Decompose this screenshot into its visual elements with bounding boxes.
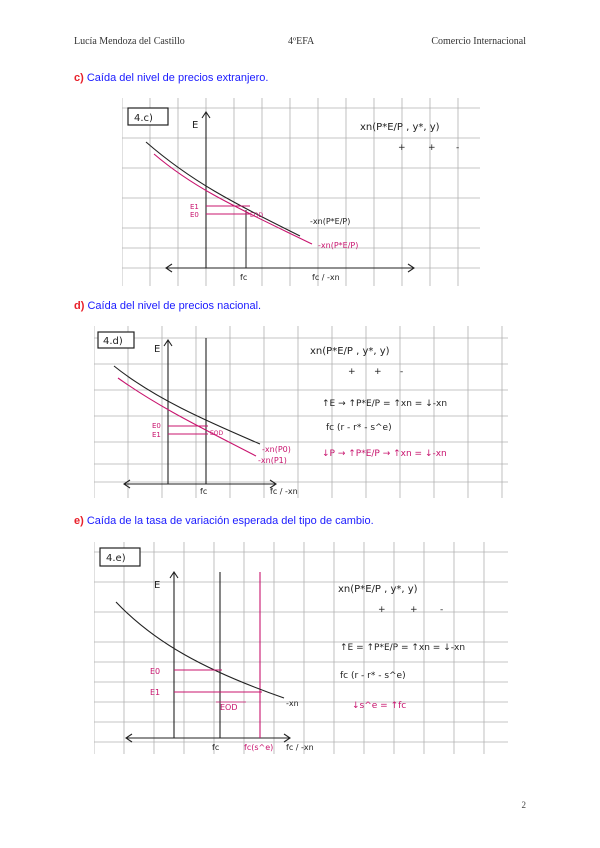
sign: + <box>348 367 356 377</box>
y-axis-label: E <box>154 344 161 355</box>
equation-line: ↓P → ↑P*E/P → ↑xn = ↓-xn <box>322 449 447 459</box>
curve-label: -xn(P*E/P) <box>318 241 359 250</box>
section-d-caption <box>74 300 261 312</box>
figure-e <box>94 542 508 754</box>
section-e-caption <box>74 515 374 527</box>
sign: + <box>398 143 406 153</box>
sign: + <box>378 605 386 615</box>
header-subject: Comercio Internacional <box>431 36 526 47</box>
header-author: Lucía Mendoza del Castillo <box>74 36 185 47</box>
section-title: Caída del nivel de precios extranjero. <box>86 72 269 84</box>
equation: xn(P*E/P , y*, y) <box>310 346 390 357</box>
x-axis-label: fc <box>240 273 248 282</box>
section-letter: e) <box>74 515 84 527</box>
x-axis-label: fc / -xn <box>286 743 314 752</box>
x-axis-label: fc / -xn <box>312 273 340 282</box>
y-axis-label: E <box>154 580 161 591</box>
equation-line: fc (r - r* - s^e) <box>326 423 392 433</box>
equation: xn(P*E/P , y*, y) <box>338 584 418 595</box>
curve-label: -xn(P*E/P) <box>310 217 351 226</box>
sign: + <box>374 367 382 377</box>
sign: + <box>410 605 418 615</box>
sign: - <box>440 605 444 615</box>
box-label: 4.c) <box>134 113 153 124</box>
equation-line: ↑E = ↑P*E/P = ↑xn = ↓-xn <box>340 643 466 653</box>
section-c-caption <box>74 72 268 84</box>
curve-label: -xn <box>286 699 299 708</box>
e-label: E0 <box>150 667 161 676</box>
section-title: Caída de la tasa de variación esperada del tipo de cambio. <box>86 515 374 527</box>
curve-label: -xn(P1) <box>258 456 287 465</box>
equation-line: fc (r - r* - s^e) <box>340 671 406 681</box>
e-label: E1 <box>190 203 199 211</box>
point-label: EOD <box>220 703 238 712</box>
sign: - <box>456 143 460 153</box>
header-course: 4ºEFA <box>288 36 315 47</box>
box-label: 4.e) <box>106 553 126 564</box>
sign: - <box>400 367 404 377</box>
figure-d <box>94 326 508 498</box>
page-number: 2 <box>521 800 526 810</box>
curve-label: -xn(P0) <box>262 445 291 454</box>
sign: + <box>428 143 436 153</box>
equation-line: ↓s^e = ↑fc <box>352 701 407 711</box>
x-axis-label: fc(s^e) <box>244 743 274 752</box>
point-label: EOD <box>250 212 264 219</box>
equation-line: ↑E → ↑P*E/P = ↑xn = ↓-xn <box>322 399 448 409</box>
figure-c <box>122 98 480 286</box>
e-label: E0 <box>190 211 199 219</box>
section-title: Caída del nivel de precios nacional. <box>87 300 262 312</box>
section-letter: d) <box>74 300 85 312</box>
equation: xn(P*E/P , y*, y) <box>360 122 440 133</box>
y-axis-label: E <box>192 120 199 131</box>
x-axis-label: fc <box>212 743 220 752</box>
box-label: 4.d) <box>103 336 123 347</box>
x-axis-label: fc / -xn <box>270 487 298 496</box>
e-label: E1 <box>150 688 161 697</box>
e-label: E1 <box>152 431 161 439</box>
e-label: E0 <box>152 422 161 430</box>
section-letter: c) <box>74 72 84 84</box>
x-axis-label: fc <box>200 487 208 496</box>
point-label: EOD <box>210 430 224 437</box>
